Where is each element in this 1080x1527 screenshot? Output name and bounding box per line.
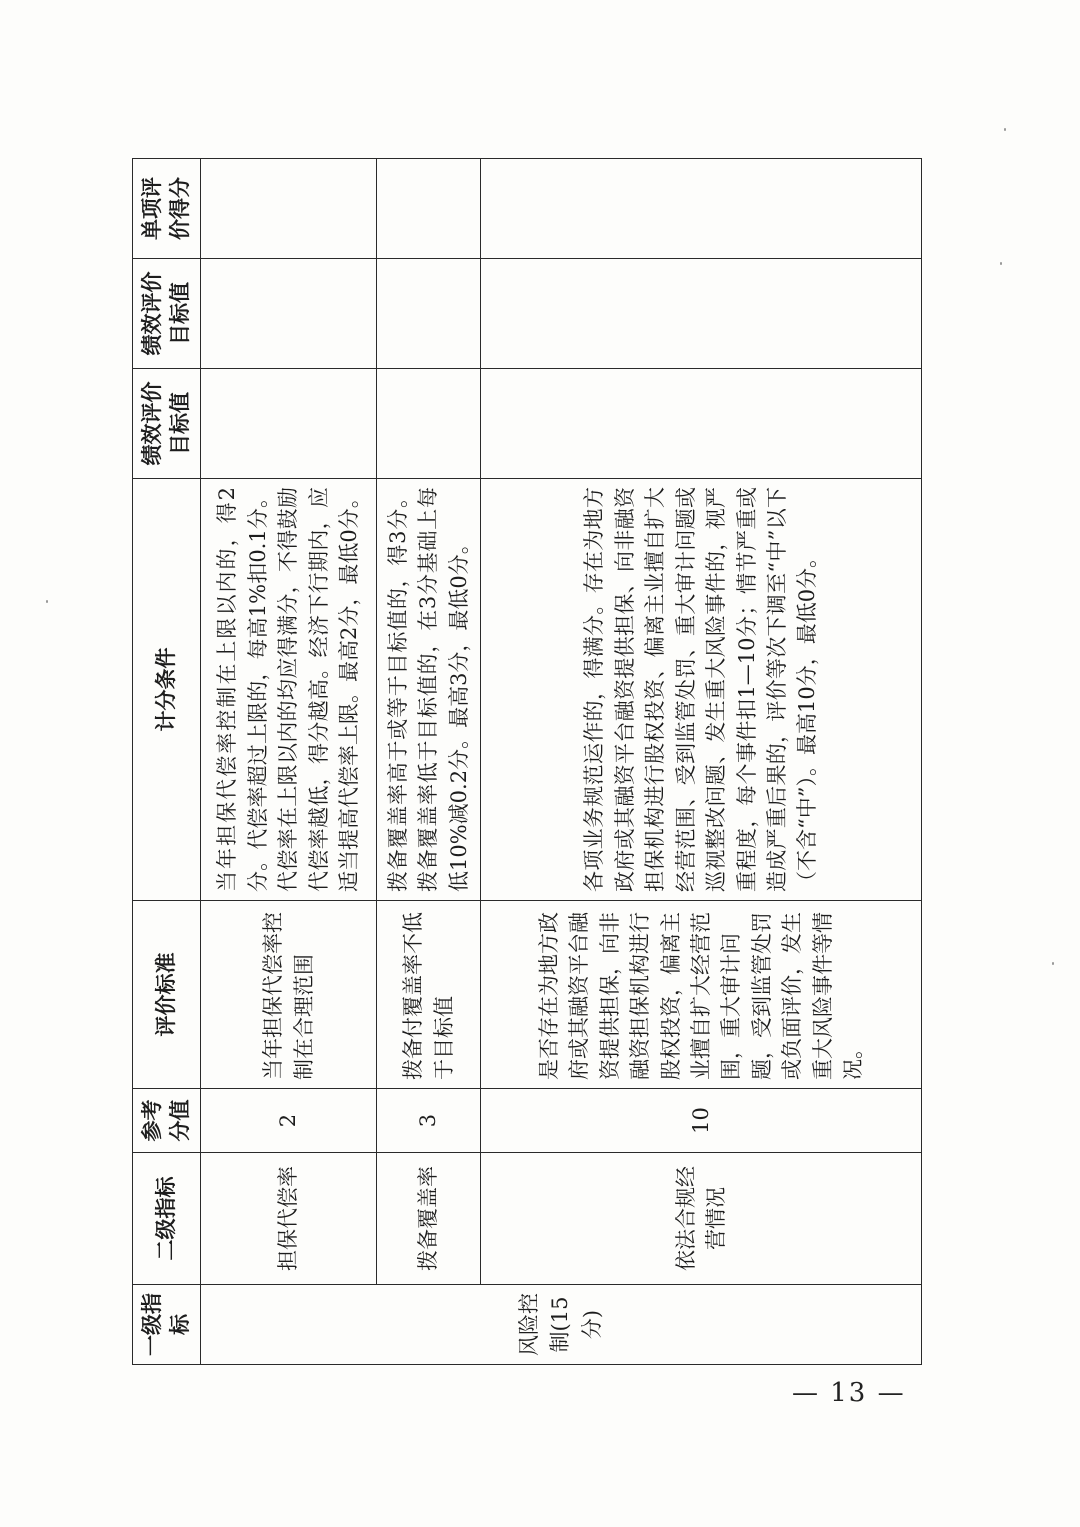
- actual-value-cell[interactable]: [201, 259, 377, 369]
- table-header-row: [133, 159, 201, 1365]
- condition-cell: 当年担保代偿率控制在上限以内的，得2分。代偿率超过上限的，每高1%扣0.1分。代偿率在上限以内的均应得满分，不得鼓励代偿率越低，得分越高。经济下行期内，应适当提高代偿率上限。最高2分，最低0分。: [201, 479, 377, 901]
- target-value-cell[interactable]: [377, 369, 481, 479]
- header-actual-value: 绩效评价目标值: [133, 259, 201, 369]
- score-cell: 3: [377, 1089, 481, 1153]
- item-score-cell[interactable]: [201, 159, 377, 259]
- table-row: [201, 159, 377, 1365]
- header-level1: 一级指标: [133, 1285, 201, 1365]
- scan-speck: [1052, 962, 1054, 965]
- header-standard: 评价标准: [133, 901, 201, 1089]
- level2-cell: 依法合规经营情况: [481, 1153, 922, 1285]
- page-number: — 13 —: [792, 1378, 906, 1408]
- header-target-value: 绩效评价目标值: [133, 369, 201, 479]
- standard-cell: 是否存在为地方政府或其融资平台融资提供担保，向非融资担保机构进行股权投资，偏离主业擅自扩大经营范围，重大审计问题，受到监管处罚或负面评价，发生重大风险事件等情况。: [481, 901, 922, 1089]
- item-score-cell[interactable]: [377, 159, 481, 259]
- level2-cell: 担保代偿率: [201, 1153, 377, 1285]
- score-cell: 10: [481, 1089, 922, 1153]
- scan-speck: [46, 600, 48, 603]
- condition-cell: 拨备覆盖率高于或等于目标值的，得3分。拨备覆盖率低于目标值的，在3分基础上每低10%减0.2分。最高3分，最低0分。: [377, 479, 481, 901]
- standard-cell: 当年担保代偿率控制在合理范围: [201, 901, 377, 1089]
- level2-cell: 拨备覆盖率: [377, 1153, 481, 1285]
- evaluation-table: [132, 158, 922, 1365]
- target-value-cell[interactable]: [201, 369, 377, 479]
- score-cell: 2: [201, 1089, 377, 1153]
- standard-cell: 拨备付覆盖率不低于目标值: [377, 901, 481, 1089]
- header-item-score: 单项评价得分: [133, 159, 201, 259]
- scan-speck: [1004, 128, 1006, 131]
- level1-cell: 风险控制(15分): [201, 1285, 922, 1365]
- actual-value-cell[interactable]: [377, 259, 481, 369]
- header-ref-score: 参考分值: [133, 1089, 201, 1153]
- target-value-cell[interactable]: [481, 369, 922, 479]
- table-row: [377, 159, 481, 1365]
- header-level2: 二级指标: [133, 1153, 201, 1285]
- table-row: [481, 159, 922, 1365]
- item-score-cell[interactable]: [481, 159, 922, 259]
- actual-value-cell[interactable]: [481, 259, 922, 369]
- header-condition: 计分条件: [133, 479, 201, 901]
- condition-cell: 各项业务规范运作的，得满分。存在为地方政府或其融资平台融资提供担保、向非融资担保机构进行股权投资、偏离主业擅自扩大经营范围、受到监管处罚、重大审计问题或巡视整改问题、发生重大风险事件的，视严重程度，每个事件扣1—10分；情节严重或造成严重后果的，评价等次下调至“中”以下（不含“中”）。最高10分，最低0分。: [481, 479, 922, 901]
- scan-speck: [1000, 262, 1002, 265]
